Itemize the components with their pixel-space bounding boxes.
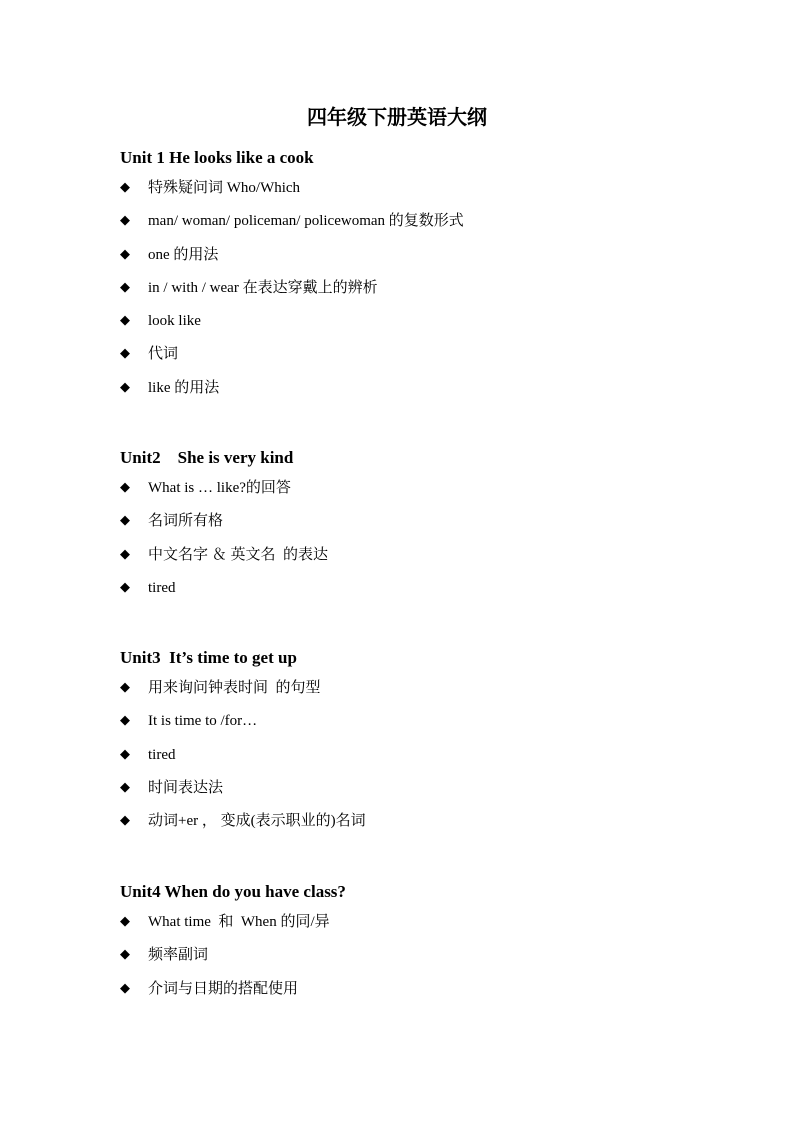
unit-heading: Unit 1 He looks like a cook — [120, 148, 314, 167]
diamond-bullet-icon: ◆ — [120, 713, 130, 729]
unit-section-4 — [120, 881, 720, 1012]
list-item-text: It is time to /for… — [148, 713, 258, 730]
list-item-text: man/ woman/ policeman/ policewoman 的复数形式 — [148, 213, 464, 230]
diamond-bullet-icon: ◆ — [120, 480, 130, 495]
list-item — [120, 979, 720, 1012]
unit-heading: Unit4 When do you have class? — [120, 882, 346, 901]
list-item — [120, 778, 720, 811]
list-item — [120, 545, 720, 578]
list-item-text: What is … like?的回答 — [148, 480, 291, 496]
list-item — [120, 912, 720, 945]
list-item — [120, 811, 720, 844]
list-item — [120, 278, 720, 311]
list-item-text: 介词与日期的搭配使用 — [148, 980, 299, 997]
diamond-bullet-icon: ◆ — [120, 246, 130, 262]
list-item-text: 时间表达法 — [148, 779, 224, 796]
list-item — [120, 578, 720, 611]
diamond-bullet-icon: ◆ — [120, 779, 130, 795]
list-item — [120, 945, 720, 978]
unit-heading: Unit2 She is very kind — [120, 448, 294, 467]
list-item-text: 中文名字 ＆ 英文名 的表达 — [148, 546, 329, 563]
diamond-bullet-icon: ◆ — [120, 680, 130, 695]
diamond-bullet-icon: ◆ — [120, 213, 130, 229]
list-item — [120, 211, 720, 244]
list-item — [120, 378, 720, 411]
diamond-bullet-icon: ◆ — [120, 313, 130, 329]
unit-heading: Unit3 It’s time to get up — [120, 648, 297, 667]
list-item-text: one 的用法 — [148, 246, 219, 263]
list-item-text: look like — [148, 313, 201, 330]
diamond-bullet-icon: ◆ — [120, 579, 130, 595]
diamond-bullet-icon: ◆ — [120, 746, 130, 762]
list-item-text: 特殊疑问词 Who/Which — [148, 180, 301, 196]
diamond-bullet-icon: ◆ — [120, 180, 130, 195]
diamond-bullet-icon: ◆ — [120, 346, 130, 362]
diamond-bullet-icon: ◆ — [120, 947, 130, 963]
list-item — [120, 311, 720, 344]
list-item — [120, 178, 720, 211]
unit-section-3 — [120, 647, 720, 844]
list-item-text: 名词所有格 — [148, 513, 224, 530]
unit-section-2 — [120, 447, 720, 611]
list-item-text: tired — [148, 746, 176, 763]
list-item-text: like 的用法 — [148, 379, 220, 396]
diamond-bullet-icon: ◆ — [120, 546, 130, 562]
diamond-bullet-icon: ◆ — [120, 813, 130, 829]
page-title: 四年级下册英语大纲 — [307, 107, 487, 129]
list-item-text: 用来询问钟表时间 的句型 — [148, 680, 321, 696]
list-item-text: 动词+er ， 变成(表示职业的)名词 — [148, 813, 366, 830]
list-item — [120, 478, 720, 511]
list-item — [120, 711, 720, 744]
diamond-bullet-icon: ◆ — [120, 980, 130, 996]
list-item — [120, 678, 720, 711]
list-item-text: 代词 — [148, 346, 179, 363]
list-item — [120, 511, 720, 544]
list-item — [120, 745, 720, 778]
list-item — [120, 245, 720, 278]
diamond-bullet-icon: ◆ — [120, 513, 130, 529]
diamond-bullet-icon: ◆ — [120, 379, 130, 395]
unit-section-1 — [120, 147, 720, 411]
list-item-text: What time 和 When 的同/异 — [148, 914, 330, 930]
diamond-bullet-icon: ◆ — [120, 914, 130, 929]
list-item-text: tired — [148, 579, 176, 596]
diamond-bullet-icon: ◆ — [120, 279, 130, 295]
list-item-text: 频率副词 — [148, 947, 209, 964]
list-item-text: in / with / wear 在表达穿戴上的辨析 — [148, 279, 378, 296]
list-item — [120, 344, 720, 377]
